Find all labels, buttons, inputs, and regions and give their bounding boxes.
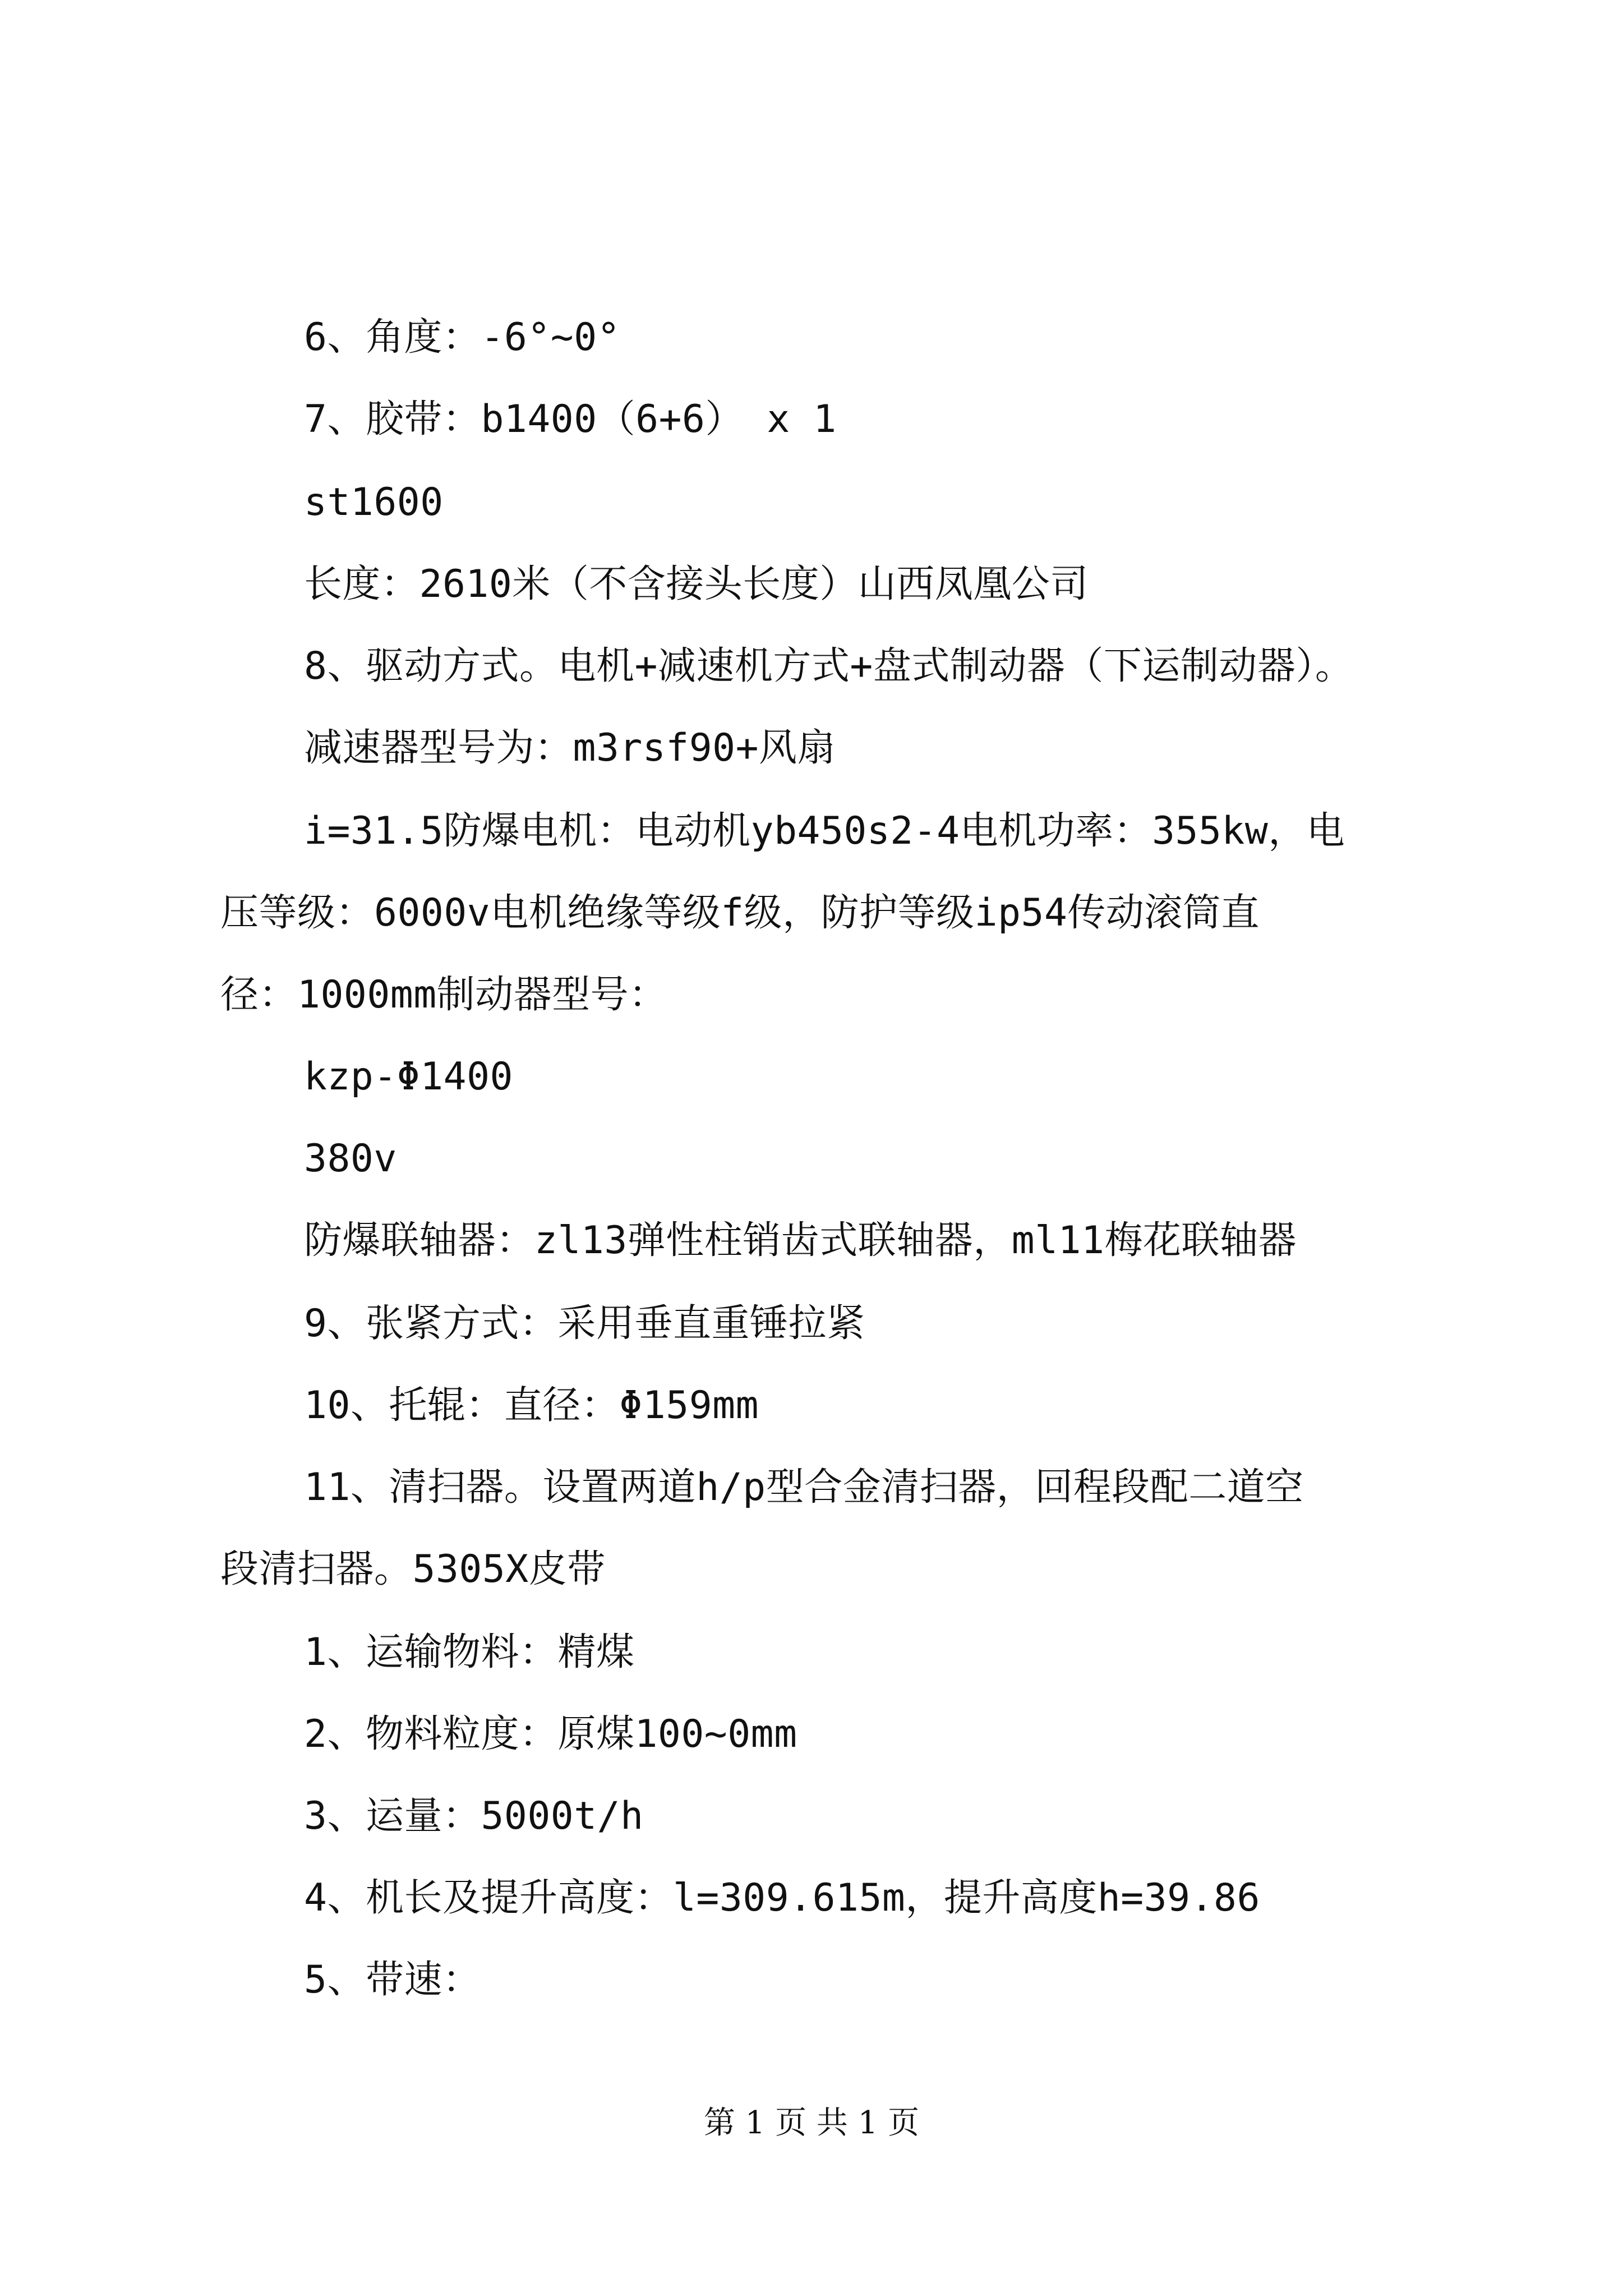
text-line: 6、角度：-6°~0° xyxy=(304,315,621,360)
text-line: 5、带速： xyxy=(304,1958,481,2002)
text-line: 径：1000mm制动器型号： xyxy=(220,973,667,1017)
text-line: 4、机长及提升高度：l=309.615m，提升高度h=39.86 xyxy=(304,1876,1260,1920)
text-line: i=31.5防爆电机：电动机yb450s2-4电机功率：355kw，电 xyxy=(304,809,1345,853)
text-line: 3、运量：5000t/h xyxy=(304,1794,644,1838)
text-line: 9、张紧方式：采用垂直重锤拉紧 xyxy=(304,1301,865,1346)
text-line: 防爆联轴器：zl13弹性柱销齿式联轴器，ml11梅花联轴器 xyxy=(304,1218,1297,1263)
text-line: st1600 xyxy=(304,480,444,524)
text-line: kzp-Φ1400 xyxy=(304,1055,513,1099)
text-line: 380v xyxy=(304,1137,397,1181)
text-line: 10、托辊：直径：Φ159mm xyxy=(304,1383,759,1428)
text-line: 2、物料粒度：原煤100~0mm xyxy=(304,1712,797,1756)
text-line: 减速器型号为：m3rsf90+风扇 xyxy=(304,726,836,770)
text-line: 7、胶带：b1400（6+6） x 1 xyxy=(304,397,837,441)
text-line: 1、运输物料：精煤 xyxy=(304,1630,635,1674)
text-line: 11、清扫器。设置两道h/p型合金清扫器，回程段配二道空 xyxy=(304,1465,1304,1510)
page-footer: 第 1 页 共 1 页 xyxy=(703,2105,920,2141)
text-line: 段清扫器。5305X皮带 xyxy=(220,1547,606,1591)
text-line: 长度：2610米（不含接头长度）山西凤凰公司 xyxy=(304,562,1089,606)
text-line: 压等级：6000v电机绝缘等级f级，防护等级ip54传动滚筒直 xyxy=(220,891,1260,935)
text-line: 8、驱动方式。电机+减速机方式+盘式制动器（下运制动器）。 xyxy=(304,644,1354,688)
